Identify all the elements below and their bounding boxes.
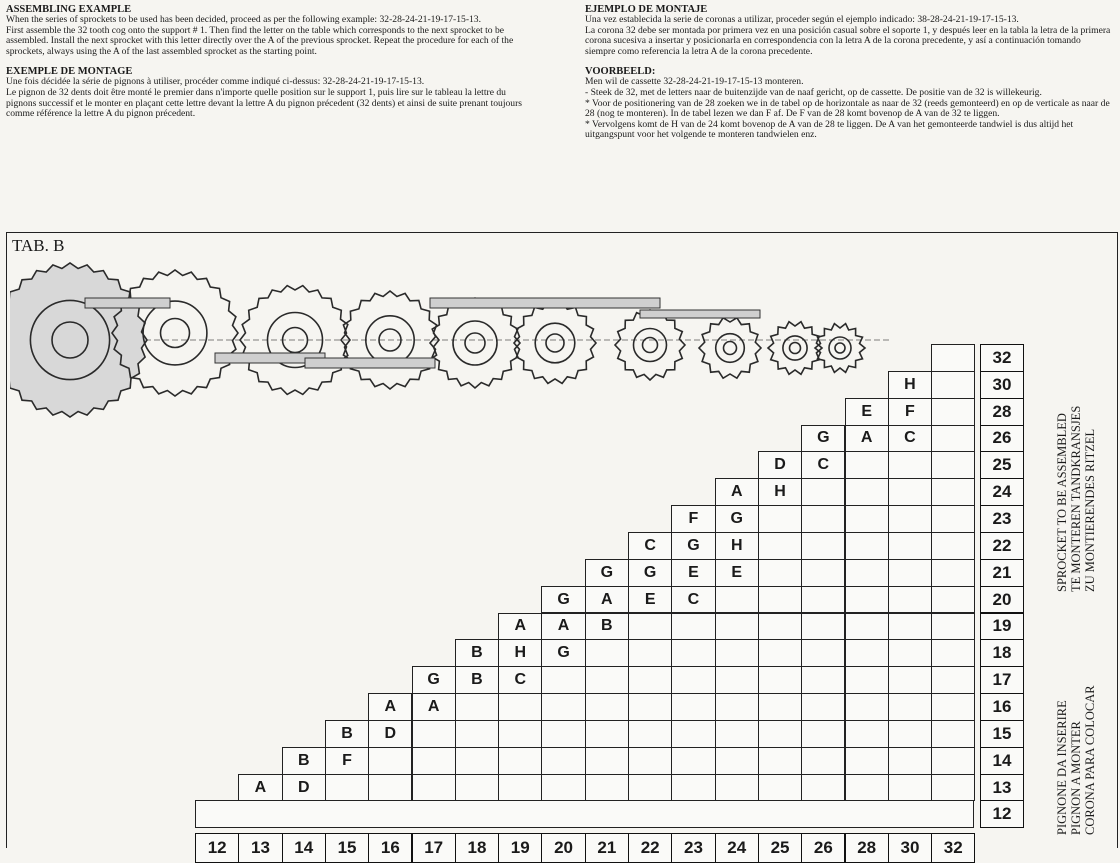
sprocket-gear-6 (615, 310, 685, 380)
table-cell: A (845, 425, 889, 453)
table-cell (498, 720, 542, 748)
french-heading: EXEMPLE DE MONTAGE (6, 66, 133, 78)
table-cell (715, 586, 759, 614)
table-cell: G (585, 559, 629, 587)
column-label: 25 (758, 833, 802, 863)
dutch-paragraph-4: * Vervolgens komt de H van de 24 komt bovenop de A van de 28 te liggen. De A van het gemonteerde tandwiel is dus altijd het uitgangspunt voor het volgende te monteren tandwielen enz. (585, 118, 1074, 141)
table-cell (931, 505, 975, 533)
table-cell (801, 639, 845, 667)
table-cell (628, 774, 672, 802)
table-cell: G (541, 639, 585, 667)
table-cell (801, 505, 845, 533)
column-label: 24 (715, 833, 759, 863)
table-cell (888, 559, 932, 587)
sprocket-hub-6 (634, 329, 667, 362)
row-label: 21 (980, 559, 1024, 587)
table-cell (585, 639, 629, 667)
column-label: 12 (195, 833, 239, 863)
table-cell (931, 747, 975, 775)
column-label: 19 (498, 833, 542, 863)
table-cell (368, 774, 412, 802)
table-cell: A (412, 693, 456, 721)
spanish-paragraph-1: Una vez establecida la serie de coronas a utilizar, proceder según el ejemplo indicado: 38-28-24-21-19-17-15-13. (585, 14, 1019, 25)
table-cell (931, 613, 975, 641)
table-cell (628, 693, 672, 721)
table-cell: E (715, 559, 759, 587)
sprocket-gear-4 (430, 298, 520, 388)
row-label: 20 (980, 586, 1024, 614)
side-label-pignon: PIGNON A MONTER (1069, 721, 1083, 835)
sprocket-assembly-illustration (10, 248, 890, 448)
side-label-pignone: PIGNONE DA INSERIRE (1055, 700, 1069, 835)
table-cell: D (282, 774, 326, 802)
table-cell (888, 478, 932, 506)
table-cell (888, 639, 932, 667)
row-label: 14 (980, 747, 1024, 775)
table-cell (628, 639, 672, 667)
side-labels-upper (1040, 372, 1100, 592)
table-cell (845, 720, 889, 748)
row-label: 15 (980, 720, 1024, 748)
table-cell (412, 747, 456, 775)
table-cell: B (282, 747, 326, 775)
column-label: 16 (368, 833, 412, 863)
table-cell (325, 774, 369, 802)
table-cell (931, 774, 975, 802)
table-cell (801, 478, 845, 506)
sprocket-hub-8 (783, 336, 807, 360)
table-cell: E (671, 559, 715, 587)
table-cell: E (628, 586, 672, 614)
table-cell: C (498, 666, 542, 694)
table-cell (888, 451, 932, 479)
table-cell (845, 478, 889, 506)
sprocket-center-9 (835, 343, 845, 353)
table-cell (498, 747, 542, 775)
table-cell (845, 505, 889, 533)
table-cell (671, 613, 715, 641)
table-cell (628, 720, 672, 748)
table-cell: B (455, 666, 499, 694)
table-cell (888, 613, 932, 641)
table-cell: G (412, 666, 456, 694)
side-label-tandkransjes: TE MONTEREN TANDKRANSJES (1069, 405, 1083, 592)
english-heading: ASSEMBLING EXAMPLE (6, 4, 132, 15)
dutch-heading: VOORBEELD: (585, 66, 656, 78)
table-cell (541, 747, 585, 775)
table-cell (585, 693, 629, 721)
table-cell (412, 774, 456, 802)
table-cell (931, 371, 975, 399)
table-cell: C (888, 425, 932, 453)
table-cell (801, 720, 845, 748)
sprocket-center-7 (724, 342, 737, 355)
table-cell (845, 666, 889, 694)
table-cell: F (671, 505, 715, 533)
table-cell (931, 478, 975, 506)
table-cell (715, 693, 759, 721)
instructions-left-column (6, 4, 536, 129)
table-cell (931, 666, 975, 694)
row-label: 25 (980, 451, 1024, 479)
column-label: 23 (671, 833, 715, 863)
column-label: 18 (455, 833, 499, 863)
table-cell: F (325, 747, 369, 775)
row-label: 12 (980, 800, 1024, 828)
column-label: 30 (888, 833, 932, 863)
table-cell: D (758, 451, 802, 479)
table-cell (801, 532, 845, 560)
table-cell (671, 639, 715, 667)
instructions-right-column (585, 4, 1113, 150)
table-cell: C (801, 451, 845, 479)
row-label: 18 (980, 639, 1024, 667)
row-label: 32 (980, 344, 1024, 372)
table-cell (498, 774, 542, 802)
sprocket-hub-5 (535, 323, 575, 363)
sprocket-center-8 (790, 343, 801, 354)
row-label: 16 (980, 693, 1024, 721)
column-label: 21 (585, 833, 629, 863)
sprocket-center-5 (546, 334, 564, 352)
table-cell: H (715, 532, 759, 560)
column-label: 28 (845, 833, 889, 863)
table-cell: A (585, 586, 629, 614)
side-label-ritzel: ZU MONTIERENDES RITZEL (1083, 428, 1097, 592)
table-cell (845, 774, 889, 802)
table-cell: G (801, 425, 845, 453)
row-label: 23 (980, 505, 1024, 533)
table-cell: G (671, 532, 715, 560)
table-cell (455, 720, 499, 748)
table-cell (455, 693, 499, 721)
table-cell (888, 747, 932, 775)
table-cell (541, 720, 585, 748)
table-cell (801, 774, 845, 802)
table-cell (931, 639, 975, 667)
table-cell (758, 693, 802, 721)
table-cell: C (628, 532, 672, 560)
column-label: 20 (541, 833, 585, 863)
table-cell (671, 693, 715, 721)
table-cell (888, 666, 932, 694)
table-cell: A (541, 613, 585, 641)
column-label: 13 (238, 833, 282, 863)
table-cell (888, 693, 932, 721)
table-cell (715, 613, 759, 641)
table-cell (845, 532, 889, 560)
table-cell (931, 720, 975, 748)
table-cell (715, 666, 759, 694)
table-cell: G (541, 586, 585, 614)
table-cell: G (628, 559, 672, 587)
table-cell (801, 666, 845, 694)
table-cell (801, 559, 845, 587)
table-cell: A (498, 613, 542, 641)
table-cell (715, 720, 759, 748)
column-label: 17 (412, 833, 456, 863)
table-cell (758, 666, 802, 694)
table-cell: H (758, 478, 802, 506)
spanish-heading: EJEMPLO DE MONTAJE (585, 4, 708, 15)
table-cell (498, 693, 542, 721)
dutch-paragraph-1: Men wil de cassette 32-28-24-21-19-17-15-13 monteren. (585, 76, 804, 88)
table-cell: H (498, 639, 542, 667)
dutch-paragraph-2: - Steek de 32, met de letters naar de buitenzijde van de naaf gericht, op de cassette. De positie van de 32 is willekeurig. (585, 86, 1042, 98)
table-cell (541, 666, 585, 694)
table-cell (585, 774, 629, 802)
table-cell (931, 398, 975, 426)
table-cell: F (888, 398, 932, 426)
table-cell: A (238, 774, 282, 802)
column-label: 22 (628, 833, 672, 863)
table-cell (801, 693, 845, 721)
row-label: 22 (980, 532, 1024, 560)
table-cell: H (888, 371, 932, 399)
table-cell: B (455, 639, 499, 667)
sprocket-hub-7 (716, 334, 745, 363)
table-cell (541, 774, 585, 802)
table-cell (888, 532, 932, 560)
table-cell (758, 613, 802, 641)
sprocket-center-1 (161, 319, 190, 348)
table-cell (888, 720, 932, 748)
sprocket-hub-4 (453, 321, 497, 365)
table-cell: B (325, 720, 369, 748)
table-cell: D (368, 720, 412, 748)
table-cell (845, 747, 889, 775)
table-cell (715, 774, 759, 802)
table-cell: G (715, 505, 759, 533)
table-cell (628, 666, 672, 694)
english-paragraph-2: First assemble the 32 tooth cog onto the support # 1. Then find the letter on the table which corresponds to the next sprocket to be assembled. Install the next sprocket with this letter directly over the A of the previous sprocket. Repeat the procedure for each of the sprockets, always using the A of the last assembled sprocket as the starting point. (6, 24, 514, 57)
table-cell (758, 532, 802, 560)
table-cell (888, 505, 932, 533)
table-cell (931, 344, 975, 372)
english-paragraph-1: When the series of sprockets to be used has been decided, proceed as per the following example: 32-28-24-21-19-17-15-13. (6, 14, 482, 25)
table-cell (801, 613, 845, 641)
table-cell (541, 693, 585, 721)
table-cell (628, 613, 672, 641)
table-cell (758, 505, 802, 533)
row-label: 30 (980, 371, 1024, 399)
row-label: 17 (980, 666, 1024, 694)
table-cell (585, 747, 629, 775)
table-cell (845, 559, 889, 587)
table-cell (845, 586, 889, 614)
sprocket-gear-5 (514, 303, 596, 384)
column-label: 32 (931, 833, 975, 863)
table-cell (801, 586, 845, 614)
sprocket-center-4 (465, 333, 485, 353)
table-cell (845, 451, 889, 479)
table-cell (845, 639, 889, 667)
table-cell (715, 639, 759, 667)
table-cell (412, 720, 456, 748)
table-cell: E (845, 398, 889, 426)
column-label: 14 (282, 833, 326, 863)
row-label: 26 (980, 425, 1024, 453)
table-cell (888, 586, 932, 614)
table-cell (931, 451, 975, 479)
table-cell (585, 666, 629, 694)
table-cell: C (671, 586, 715, 614)
table-cell (931, 693, 975, 721)
side-label-corona: CORONA PARA COLOCAR (1083, 685, 1097, 835)
row-label: 13 (980, 774, 1024, 802)
sprocket-hub-1 (143, 301, 207, 365)
table-cell (758, 747, 802, 775)
table-cell (888, 774, 932, 802)
column-label: 15 (325, 833, 369, 863)
table-cell (455, 747, 499, 775)
table-cell (585, 720, 629, 748)
table-cell (628, 747, 672, 775)
table-cell: A (715, 478, 759, 506)
table-cell (758, 559, 802, 587)
table-cell (671, 774, 715, 802)
table-cell (758, 639, 802, 667)
table-cell (931, 559, 975, 587)
table-cell (931, 425, 975, 453)
table-cell (845, 613, 889, 641)
table-cell (671, 747, 715, 775)
table-cell (671, 666, 715, 694)
row-label: 24 (980, 478, 1024, 506)
french-paragraph-1: Une fois décidée la série de pignons à utiliser, procéder comme indiqué ci-dessus: 32-28-24-21-19-17-15-13. (6, 76, 425, 88)
table-cell (801, 747, 845, 775)
row-label: 28 (980, 398, 1024, 426)
table-cell (671, 720, 715, 748)
table-row-bar (195, 800, 974, 828)
table-cell (368, 747, 412, 775)
table-cell (758, 720, 802, 748)
table-cell (931, 532, 975, 560)
table-cell (758, 774, 802, 802)
sprocket-gear-7 (699, 318, 761, 378)
french-paragraph-2: Le pignon de 32 dents doit être monté le premier dans n'importe quelle position sur le support 1, puis lire sur le tableau la lettre du pignons successif et le monter en plaçant cette lettre devant la lettre A du pignon précedent (32 dents) et ainsi de suite prenant toujours comme référence la lettre A du pignon précedent. (6, 86, 523, 120)
table-cell: A (368, 693, 412, 721)
row-label: 19 (980, 613, 1024, 641)
table-cell (455, 774, 499, 802)
table-cell (715, 747, 759, 775)
table-cell (931, 586, 975, 614)
table-label: TAB. B (12, 236, 65, 255)
table-cell: B (585, 613, 629, 641)
table-cell (758, 586, 802, 614)
table-cell (845, 693, 889, 721)
dutch-paragraph-3: * Voor de positionering van de 28 zoeken we in de tabel op de horizontale as naar de 32 (reeds gemonteerd) en op de verticale as naar de 28 (nog te monteren). In de tabel lezen we dan F af. De F van de 28 komt bovenop de A van de 32 te liggen. (585, 97, 1110, 120)
spanish-paragraph-2: La corona 32 debe ser montada por primera vez en una posición casual sobre el soporte 1, y después leer en la tabla la letra de la primera corona sucesiva a insertar y posicionarla en correspondencia con la letra A de la corona precedente, y así a continuación tomando siempre como referencia la letra A de la corona precedente. (585, 24, 1111, 57)
column-label: 26 (801, 833, 845, 863)
side-label-sprocket: SPROCKET TO BE ASSEMBLED (1055, 413, 1069, 592)
